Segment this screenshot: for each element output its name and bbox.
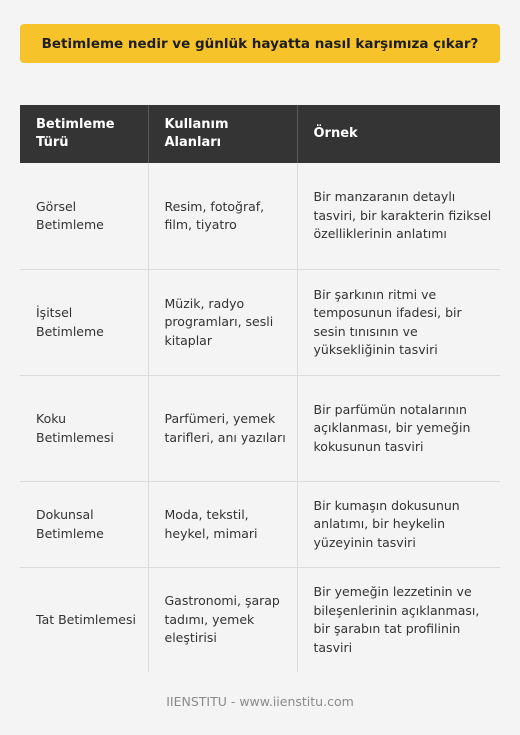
- table-cell-example: Bir parfümün notalarının açıklanması, bir yemeğin kokusunun tasviri: [297, 376, 500, 482]
- table-cell-type: Tat Betimlemesi: [20, 568, 148, 673]
- column-header-usage: Kullanım Alanları: [148, 105, 297, 163]
- page-title: Betimleme nedir ve günlük hayatta nasıl karşımıza çıkar?: [41, 35, 479, 52]
- table-cell-usage: Parfümeri, yemek tarifleri, anı yazıları: [148, 376, 297, 482]
- description-types-table: [20, 105, 500, 672]
- table-cell-example: Bir şarkının ritmi ve temposunun ifadesi, bir sesin tınısının ve yüksekliğinin tasviri: [297, 270, 500, 376]
- table-row: [20, 163, 500, 270]
- footer-credit: IIENSTITU - www.iienstitu.com: [166, 694, 354, 709]
- table-row: [20, 482, 500, 568]
- table-cell-usage: Resim, fotoğraf, film, tiyatro: [148, 163, 297, 270]
- table-cell-usage: Gastronomi, şarap tadımı, yemek eleştirisi: [148, 568, 297, 673]
- table-cell-example: Bir yemeğin lezzetinin ve bileşenlerinin açıklanması, bir şarabın tat profilinin tasviri: [313, 584, 480, 655]
- table-cell-type: İşitsel Betimleme: [20, 270, 148, 376]
- table-cell-usage: Müzik, radyo programları, sesli kitaplar: [148, 270, 297, 376]
- column-header-example: Örnek: [297, 105, 500, 163]
- table-cell-type: Dokunsal Betimleme: [20, 482, 148, 568]
- column-header-type: Betimleme Türü: [20, 105, 148, 163]
- table-row: [20, 568, 500, 673]
- table-row: [20, 376, 500, 482]
- table-cell-type: Görsel Betimleme: [20, 163, 148, 270]
- table-cell-example: Bir kumaşın dokusunun anlatımı, bir heykelin yüzeyinin tasviri: [297, 482, 500, 568]
- table-cell-example: Bir manzaranın detaylı tasviri, bir karakterin fiziksel özelliklerinin anlatımı: [297, 163, 500, 270]
- title-banner: [20, 24, 500, 63]
- table-cell-type: Koku Betimlemesi: [20, 376, 148, 482]
- table-row: [20, 270, 500, 376]
- table-header-row: [20, 105, 500, 163]
- table-cell-usage: Moda, tekstil, heykel, mimari: [148, 482, 297, 568]
